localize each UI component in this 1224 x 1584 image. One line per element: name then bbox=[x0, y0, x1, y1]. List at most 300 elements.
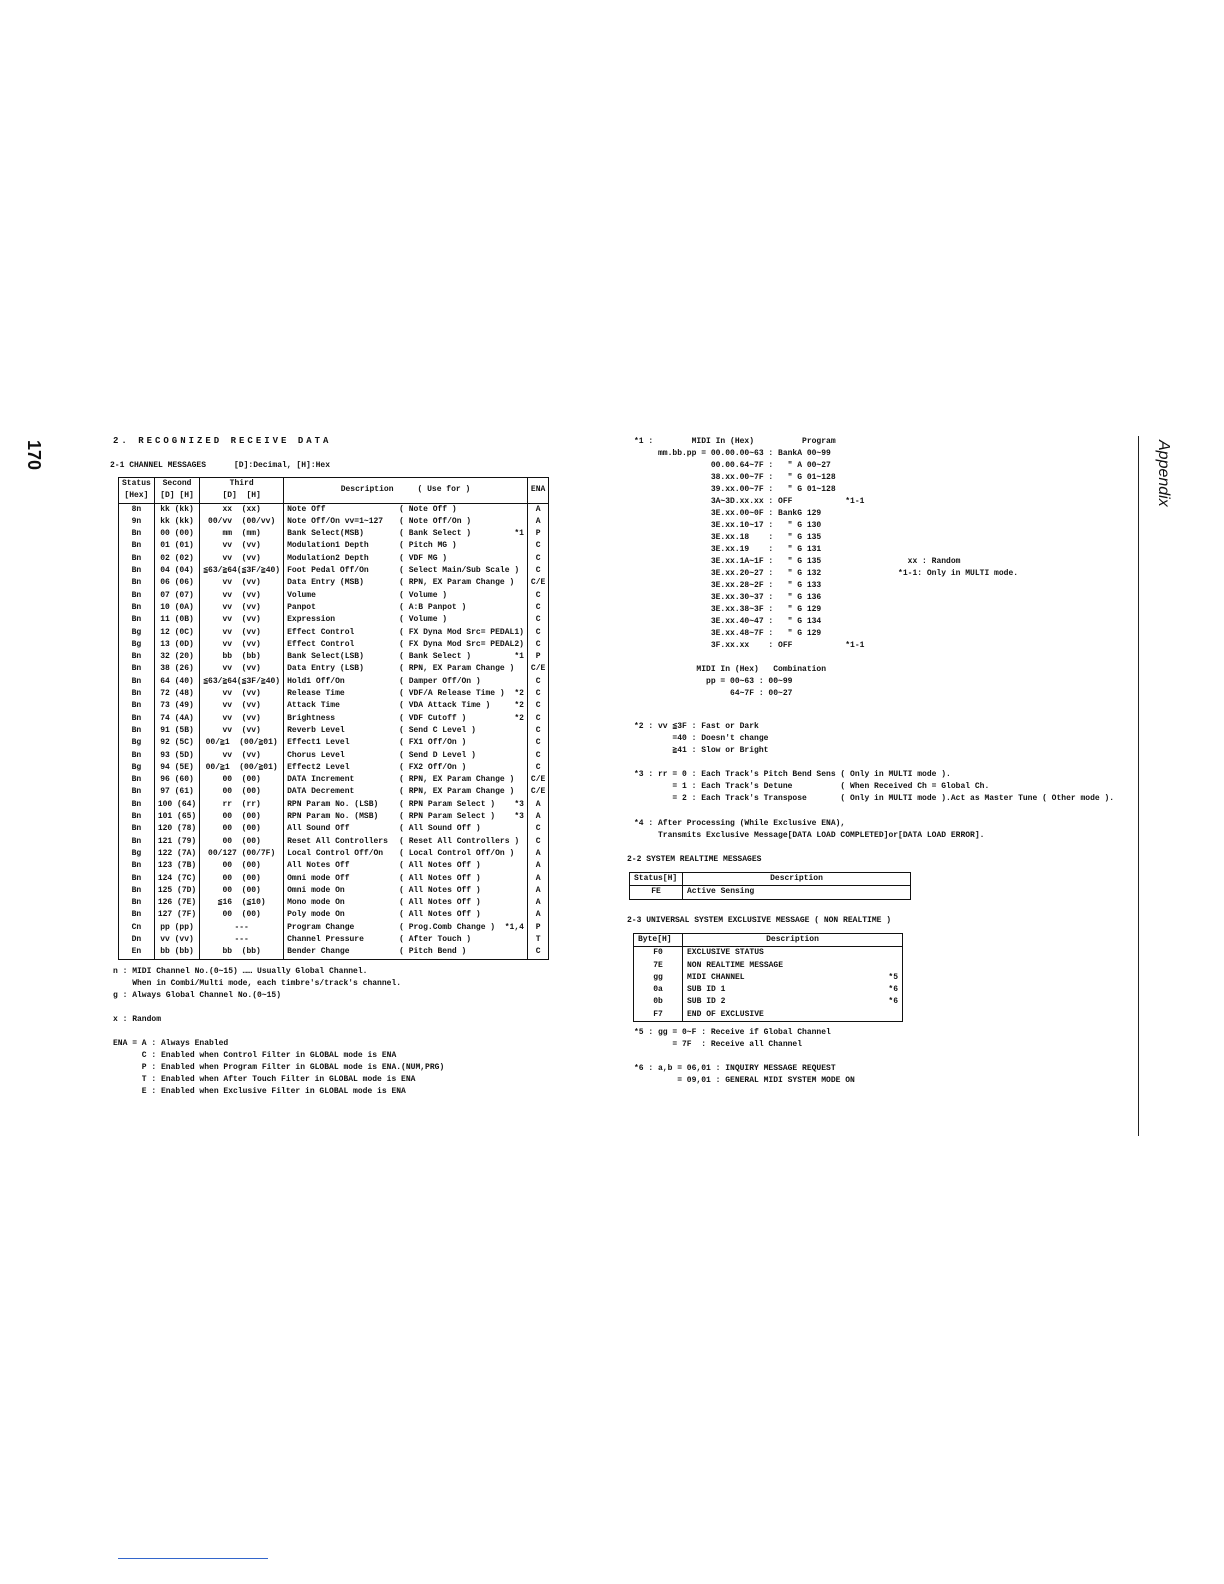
table-row bbox=[119, 762, 549, 774]
note-1-line: 3A~3D.xx.xx : OFF *1-1 bbox=[634, 497, 865, 506]
table-row bbox=[119, 614, 549, 626]
table-row bbox=[119, 885, 549, 897]
note-1-line: 3E.xx.19 : ″ G 131 bbox=[634, 545, 822, 554]
cell-ena: P bbox=[527, 922, 548, 934]
cell-third: 00 (00) bbox=[200, 823, 284, 835]
note-1-line: 3E.xx.30~37 : ″ G 136 bbox=[634, 593, 822, 602]
cell-description bbox=[284, 577, 528, 589]
cell-third: vv (vv) bbox=[200, 713, 284, 725]
cell-ena: A bbox=[527, 860, 548, 872]
cell-third: vv (vv) bbox=[200, 750, 284, 762]
ue-cell-note: *6 bbox=[874, 984, 903, 996]
cell-second: 00 (00) bbox=[154, 528, 199, 540]
cell-message: Hold1 Off/On bbox=[287, 676, 345, 686]
cell-third: --- bbox=[200, 922, 284, 934]
table-row bbox=[119, 651, 549, 663]
cell-description bbox=[284, 885, 528, 897]
cell-use-for: ( FX1 Off/On ) bbox=[399, 738, 467, 748]
cell-note-ref: *3 bbox=[514, 799, 524, 809]
cell-second: 123 (7B) bbox=[154, 860, 199, 872]
cell-status: Bn bbox=[119, 651, 155, 663]
cell-description bbox=[284, 786, 528, 798]
cell-use-for: ( All Notes Off ) bbox=[399, 910, 481, 920]
cell-ena: A bbox=[527, 885, 548, 897]
note-1-line: 3F.xx.xx : OFF *1-1 bbox=[634, 641, 865, 650]
ue-cell-description: SUB ID 2 bbox=[683, 996, 875, 1008]
section-tab: Appendix bbox=[1155, 440, 1172, 507]
table-row bbox=[119, 848, 549, 860]
cell-note-ref: *3 bbox=[514, 812, 524, 822]
cell-description bbox=[284, 688, 528, 700]
cell-message: Release Time bbox=[287, 689, 345, 699]
note-1-line: 3E.xx.48~7F : ″ G 129 bbox=[634, 629, 822, 638]
cell-status: Bn bbox=[119, 614, 155, 626]
cell-ena: C bbox=[527, 762, 548, 774]
cell-description bbox=[284, 503, 528, 516]
cell-use-for: ( Volume ) bbox=[399, 590, 448, 600]
table-row bbox=[119, 627, 549, 639]
ue-cell-note bbox=[874, 947, 903, 960]
cell-description bbox=[284, 540, 528, 552]
cell-description bbox=[284, 946, 528, 959]
channel-messages-table bbox=[118, 477, 549, 960]
cell-ena: C bbox=[527, 725, 548, 737]
cell-use-for: ( RPN, EX Param Change ) bbox=[399, 787, 515, 797]
table-row bbox=[634, 960, 903, 972]
table-row bbox=[119, 922, 549, 934]
ue-header-description: Description bbox=[683, 934, 903, 947]
channel-messages-title: 2-1 CHANNEL MESSAGES bbox=[110, 461, 207, 470]
note-5-line: *5 : gg = 0~F : Receive if Global Channel bbox=[634, 1028, 831, 1037]
cell-second: 11 (0B) bbox=[154, 614, 199, 626]
cell-description bbox=[284, 651, 528, 663]
cell-ena: C/E bbox=[527, 786, 548, 798]
cell-third: 00 (00) bbox=[200, 836, 284, 848]
channel-messages-legend: [D]:Decimal, [H]:Hex bbox=[234, 461, 331, 470]
cell-description bbox=[284, 725, 528, 737]
cell-ena: C/E bbox=[527, 577, 548, 589]
note-6 bbox=[634, 1063, 855, 1087]
header-second: Second [D] [H] bbox=[154, 478, 199, 504]
cell-second: 91 (5B) bbox=[154, 725, 199, 737]
cell-use-for: ( After Touch ) bbox=[399, 934, 472, 944]
table-row bbox=[630, 886, 911, 899]
channel-notes-line: E : Enabled when Exclusive Filter in GLOBAL mode is ENA bbox=[113, 1087, 406, 1096]
cell-status: Bn bbox=[119, 663, 155, 675]
cell-use-for: ( Bank Select ) bbox=[399, 652, 472, 662]
cell-ena: C bbox=[527, 823, 548, 835]
cell-note-ref: *2 bbox=[514, 701, 524, 711]
sr-cell-description: Active Sensing bbox=[683, 886, 911, 899]
cell-use-for: ( RPN, EX Param Change ) bbox=[399, 578, 515, 588]
cell-ena: A bbox=[527, 503, 548, 516]
cell-message: Channel Pressure bbox=[287, 934, 364, 944]
note-2-line: ≧41 : Slow or Bright bbox=[634, 746, 769, 755]
cell-second: 97 (61) bbox=[154, 786, 199, 798]
cell-use-for: ( RPN Param Select ) bbox=[399, 812, 496, 822]
ue-cell-description: SUB ID 1 bbox=[683, 984, 875, 996]
table-row bbox=[634, 996, 903, 1008]
note-4-line: Transmits Exclusive Message[DATA LOAD COMPLETED]or[DATA LOAD ERROR]. bbox=[634, 831, 985, 840]
universal-exclusive-title: 2-3 UNIVERSAL SYSTEM EXCLUSIVE MESSAGE ( NON REALTIME ) bbox=[627, 916, 892, 925]
ue-cell-byte: 7E bbox=[634, 960, 683, 972]
cell-ena: C bbox=[527, 565, 548, 577]
cell-status: Bg bbox=[119, 737, 155, 749]
ue-cell-note: *5 bbox=[874, 972, 903, 984]
table-row bbox=[119, 553, 549, 565]
table-row bbox=[119, 774, 549, 786]
cell-third: 00 (00) bbox=[200, 786, 284, 798]
cell-third: vv (vv) bbox=[200, 553, 284, 565]
cell-status: Bn bbox=[119, 786, 155, 798]
ue-cell-byte: gg bbox=[634, 972, 683, 984]
cell-message: Modulation2 Depth bbox=[287, 553, 369, 563]
cell-second: 73 (49) bbox=[154, 700, 199, 712]
ue-cell-byte: F7 bbox=[634, 1009, 683, 1022]
cell-use-for: ( VDF/A Release Time ) bbox=[399, 689, 505, 699]
note-1-line bbox=[634, 652, 1018, 664]
channel-notes-line: ENA = A : Always Enabled bbox=[113, 1039, 229, 1048]
cell-ena: C bbox=[527, 836, 548, 848]
cell-use-for: ( RPN, EX Param Change ) bbox=[399, 664, 515, 674]
universal-exclusive-table-wrap bbox=[633, 933, 903, 1022]
cell-use-for: ( VDF Cutoff ) bbox=[399, 713, 467, 723]
cell-status: 9n bbox=[119, 516, 155, 528]
cell-message: Panpot bbox=[287, 602, 316, 612]
cell-use-for: ( Local Control Off/On ) bbox=[399, 848, 515, 858]
table-row bbox=[119, 750, 549, 762]
cell-third: 00/≧1 (00/≧01) bbox=[200, 762, 284, 774]
cell-second: 124 (7C) bbox=[154, 873, 199, 885]
cell-second: 10 (0A) bbox=[154, 602, 199, 614]
cell-use-for: ( A:B Panpot ) bbox=[399, 602, 467, 612]
page-number: 170 bbox=[24, 440, 44, 471]
header-status: Status [Hex] bbox=[119, 478, 155, 504]
ue-header-byte: Byte[H] bbox=[634, 934, 683, 947]
cell-description bbox=[284, 663, 528, 675]
cell-status: Bn bbox=[119, 823, 155, 835]
cell-ena: C bbox=[527, 688, 548, 700]
cell-use-for: ( Bank Select ) bbox=[399, 529, 472, 539]
cell-second: 93 (5D) bbox=[154, 750, 199, 762]
table-row bbox=[634, 947, 903, 960]
cell-use-for: ( Prog.Comb Change ) bbox=[399, 922, 496, 932]
cell-status: Bn bbox=[119, 860, 155, 872]
channel-notes-line: x : Random bbox=[113, 1015, 162, 1024]
cell-third: xx (xx) bbox=[200, 503, 284, 516]
cell-description bbox=[284, 934, 528, 946]
table-row bbox=[119, 786, 549, 798]
universal-exclusive-body bbox=[634, 947, 903, 1022]
table-row bbox=[119, 565, 549, 577]
cell-second: 101 (65) bbox=[154, 811, 199, 823]
cell-use-for: ( VDF MG ) bbox=[399, 553, 448, 563]
note-1-line: 00.00.64~7F : ″ A 00~27 bbox=[634, 461, 831, 470]
cell-description bbox=[284, 811, 528, 823]
table-row bbox=[634, 984, 903, 996]
channel-messages-body bbox=[119, 503, 549, 959]
cell-message: Bank Select(MSB) bbox=[287, 529, 364, 539]
cell-status: Dn bbox=[119, 934, 155, 946]
cell-status: Bg bbox=[119, 762, 155, 774]
system-realtime-table bbox=[629, 872, 911, 900]
note-4-line: *4 : After Processing (While Exclusive ENA), bbox=[634, 819, 846, 828]
cell-status: 8n bbox=[119, 503, 155, 516]
note-1-line: 3E.xx.38~3F : ″ G 129 bbox=[634, 605, 822, 614]
cell-description bbox=[284, 639, 528, 651]
cell-ena: C bbox=[527, 602, 548, 614]
cell-ena: C bbox=[527, 946, 548, 959]
channel-messages-table-wrap bbox=[118, 477, 549, 960]
header-third: Third [D] [H] bbox=[200, 478, 284, 504]
cell-status: Bn bbox=[119, 836, 155, 848]
cell-status: Bn bbox=[119, 725, 155, 737]
note-1-line: 3E.xx.40~47 : ″ G 134 bbox=[634, 617, 822, 626]
cell-status: Bn bbox=[119, 565, 155, 577]
cell-message: Omni mode Off bbox=[287, 873, 350, 883]
cell-second: 12 (0C) bbox=[154, 627, 199, 639]
ue-cell-description: MIDI CHANNEL bbox=[683, 972, 875, 984]
cell-status: Bn bbox=[119, 713, 155, 725]
cell-description bbox=[284, 565, 528, 577]
margin-rule bbox=[1138, 436, 1139, 1136]
ue-cell-description: END OF EXCLUSIVE bbox=[683, 1009, 875, 1022]
table-row bbox=[119, 823, 549, 835]
cell-third: 00 (00) bbox=[200, 873, 284, 885]
cell-status: Bn bbox=[119, 700, 155, 712]
cell-description bbox=[284, 713, 528, 725]
cell-use-for: ( Note Off/On ) bbox=[399, 516, 472, 526]
cell-status: Bn bbox=[119, 590, 155, 602]
cell-status: Bn bbox=[119, 909, 155, 921]
cell-message: Note Off bbox=[287, 504, 326, 514]
cell-status: Bn bbox=[119, 873, 155, 885]
cell-message: Omni mode On bbox=[287, 885, 345, 895]
cell-message: Reset All Controllers bbox=[287, 836, 388, 846]
cell-status: Bg bbox=[119, 639, 155, 651]
cell-second: 122 (7A) bbox=[154, 848, 199, 860]
sr-header-status: Status[H] bbox=[630, 873, 683, 886]
cell-message: Program Change bbox=[287, 922, 355, 932]
table-row bbox=[119, 577, 549, 589]
system-realtime-table-wrap bbox=[629, 872, 911, 900]
cell-message: Data Entry (MSB) bbox=[287, 578, 364, 588]
cell-ena: A bbox=[527, 516, 548, 528]
cell-ena: A bbox=[527, 799, 548, 811]
table-row bbox=[119, 811, 549, 823]
sr-header-description: Description bbox=[683, 873, 911, 886]
table-row bbox=[119, 897, 549, 909]
channel-notes-line: n : MIDI Channel No.(0~15) …… Usually Global Channel. bbox=[113, 967, 368, 976]
cell-use-for: ( Select Main/Sub Scale ) bbox=[399, 566, 520, 576]
cell-ena: C bbox=[527, 639, 548, 651]
cell-ena: T bbox=[527, 934, 548, 946]
cell-message: Data Entry (LSB) bbox=[287, 664, 364, 674]
cell-second: 127 (7F) bbox=[154, 909, 199, 921]
cell-note-ref: *2 bbox=[514, 713, 524, 723]
ue-cell-description: EXCLUSIVE STATUS bbox=[683, 947, 875, 960]
channel-notes-line: g : Always Global Channel No.(0~15) bbox=[113, 991, 282, 1000]
cell-message: Chorus Level bbox=[287, 750, 345, 760]
cell-message: Effect Control bbox=[287, 627, 355, 637]
channel-notes-line: C : Enabled when Control Filter in GLOBAL mode is ENA bbox=[113, 1051, 397, 1060]
cell-message: Effect2 Level bbox=[287, 762, 350, 772]
channel-notes-line bbox=[113, 1026, 444, 1038]
cell-second: 120 (78) bbox=[154, 823, 199, 835]
note-6-line: *6 : a,b = 06,01 : INQUIRY MESSAGE REQUEST bbox=[634, 1064, 836, 1073]
note-1-line: 64~7F : 00~27 bbox=[634, 689, 793, 698]
cell-message: Local Control Off/On bbox=[287, 848, 384, 858]
cell-description bbox=[284, 774, 528, 786]
cell-use-for: ( Pitch MG ) bbox=[399, 541, 457, 551]
cell-use-for: ( Pitch Bend ) bbox=[399, 947, 467, 957]
table-row bbox=[119, 639, 549, 651]
table-row bbox=[119, 688, 549, 700]
cell-second: 02 (02) bbox=[154, 553, 199, 565]
cell-description bbox=[284, 602, 528, 614]
cell-ena: C bbox=[527, 614, 548, 626]
cell-status: Bn bbox=[119, 750, 155, 762]
cell-use-for: ( Volume ) bbox=[399, 615, 448, 625]
cell-second: vv (vv) bbox=[154, 934, 199, 946]
cell-ena: C bbox=[527, 676, 548, 688]
cell-description bbox=[284, 873, 528, 885]
cell-third: 00 (00) bbox=[200, 885, 284, 897]
cell-description bbox=[284, 750, 528, 762]
header-ena: ENA bbox=[527, 478, 548, 504]
cell-third: vv (vv) bbox=[200, 540, 284, 552]
ue-cell-note bbox=[874, 960, 903, 972]
cell-third: 00/vv (00/vv) bbox=[200, 516, 284, 528]
cell-description bbox=[284, 799, 528, 811]
note-1-line: 39.xx.00~7F : ″ G 01~128 bbox=[634, 485, 836, 494]
cell-second: 72 (48) bbox=[154, 688, 199, 700]
cell-description bbox=[284, 848, 528, 860]
cell-third: ≦63/≧64(≦3F/≧40) bbox=[200, 676, 284, 688]
footer-rule bbox=[118, 1558, 268, 1559]
cell-description bbox=[284, 922, 528, 934]
cell-ena: A bbox=[527, 909, 548, 921]
note-6-line: = 09,01 : GENERAL MIDI SYSTEM MODE ON bbox=[634, 1076, 855, 1085]
note-1-line: 3E.xx.1A~1F : ″ G 135 xx : Random bbox=[634, 557, 961, 566]
cell-second: 13 (0D) bbox=[154, 639, 199, 651]
cell-ena: A bbox=[527, 848, 548, 860]
cell-message: RPN Param No. (MSB) bbox=[287, 812, 379, 822]
cell-use-for: ( All Notes Off ) bbox=[399, 873, 481, 883]
cell-message: Brightness bbox=[287, 713, 336, 723]
cell-description bbox=[284, 676, 528, 688]
table-row bbox=[119, 860, 549, 872]
cell-description bbox=[284, 553, 528, 565]
cell-description bbox=[284, 700, 528, 712]
note-1-line: 3E.xx.10~17 : ″ G 130 bbox=[634, 521, 822, 530]
cell-second: 07 (07) bbox=[154, 590, 199, 602]
table-row bbox=[119, 528, 549, 540]
cell-status: Bn bbox=[119, 897, 155, 909]
system-realtime-title: 2-2 SYSTEM REALTIME MESSAGES bbox=[627, 855, 762, 864]
cell-message: Bank Select(LSB) bbox=[287, 652, 364, 662]
cell-second: 38 (26) bbox=[154, 663, 199, 675]
cell-message: RPN Param No. (LSB) bbox=[287, 799, 379, 809]
note-1-line: *1 : MIDI In (Hex) Program bbox=[634, 437, 836, 446]
note-1-line: 3E.xx.20~27 : ″ G 132 *1-1: Only in MULTI mode. bbox=[634, 569, 1019, 578]
note-2 bbox=[634, 721, 768, 757]
table-row bbox=[119, 725, 549, 737]
note-2-line: =40 : Doesn't change bbox=[634, 734, 769, 743]
table-row bbox=[119, 663, 549, 675]
note-3-line: *3 : rr = 0 : Each Track's Pitch Bend Sens ( Only in MULTI mode ). bbox=[634, 770, 951, 779]
channel-notes-line bbox=[113, 1002, 444, 1014]
table-row bbox=[119, 516, 549, 528]
cell-status: Bn bbox=[119, 799, 155, 811]
channel-notes-line: T : Enabled when After Touch Filter in GLOBAL mode is ENA bbox=[113, 1075, 416, 1084]
cell-message: Poly mode On bbox=[287, 910, 345, 920]
cell-third: mm (mm) bbox=[200, 528, 284, 540]
cell-use-for: ( FX2 Off/On ) bbox=[399, 762, 467, 772]
cell-third: ≦16 (≦10) bbox=[200, 897, 284, 909]
cell-second: 64 (40) bbox=[154, 676, 199, 688]
cell-second: 04 (04) bbox=[154, 565, 199, 577]
note-3-line: = 1 : Each Track's Detune ( When Received Ch = Global Ch. bbox=[634, 782, 990, 791]
table-row bbox=[119, 590, 549, 602]
cell-message: All Sound Off bbox=[287, 824, 350, 834]
cell-use-for: ( RPN Param Select ) bbox=[399, 799, 496, 809]
cell-second: 01 (01) bbox=[154, 540, 199, 552]
cell-use-for: ( FX Dyna Mod Src= PEDAL2) bbox=[399, 639, 524, 649]
ue-cell-byte: 0a bbox=[634, 984, 683, 996]
universal-exclusive-table bbox=[633, 933, 903, 1022]
cell-third: 00/≧1 (00/≧01) bbox=[200, 737, 284, 749]
cell-message: Modulation1 Depth bbox=[287, 541, 369, 551]
table-row bbox=[634, 1009, 903, 1022]
cell-ena: C bbox=[527, 713, 548, 725]
cell-second: 126 (7E) bbox=[154, 897, 199, 909]
cell-use-for: ( Send C Level ) bbox=[399, 725, 476, 735]
cell-ena: P bbox=[527, 528, 548, 540]
cell-second: 06 (06) bbox=[154, 577, 199, 589]
cell-third: vv (vv) bbox=[200, 614, 284, 626]
cell-use-for: ( Note Off ) bbox=[399, 504, 457, 514]
cell-description bbox=[284, 897, 528, 909]
note-1-line: 38.xx.00~7F : ″ G 01~128 bbox=[634, 473, 836, 482]
cell-third: vv (vv) bbox=[200, 577, 284, 589]
ue-cell-byte: F0 bbox=[634, 947, 683, 960]
note-1-line: mm.bb.pp = 00.00.00~63 : BankA 00~99 bbox=[634, 449, 831, 458]
cell-message: All Notes Off bbox=[287, 861, 350, 871]
cell-description bbox=[284, 737, 528, 749]
cell-second: 121 (79) bbox=[154, 836, 199, 848]
cell-use-for: ( All Notes Off ) bbox=[399, 885, 481, 895]
table-row bbox=[119, 700, 549, 712]
cell-third: vv (vv) bbox=[200, 590, 284, 602]
sr-cell-status: FE bbox=[630, 886, 683, 899]
cell-ena: C bbox=[527, 700, 548, 712]
cell-message: Expression bbox=[287, 615, 336, 625]
cell-status: Bn bbox=[119, 577, 155, 589]
channel-notes-line: When in Combi/Multi mode, each timbre's/track's channel. bbox=[113, 979, 402, 988]
cell-status: Bn bbox=[119, 811, 155, 823]
cell-message: Effect1 Level bbox=[287, 738, 350, 748]
cell-ena: C/E bbox=[527, 774, 548, 786]
cell-second: 92 (5C) bbox=[154, 737, 199, 749]
note-3 bbox=[634, 769, 1114, 805]
cell-description bbox=[284, 909, 528, 921]
cell-third: vv (vv) bbox=[200, 627, 284, 639]
cell-third: 00 (00) bbox=[200, 909, 284, 921]
note-1-line: 3E.xx.28~2F : ″ G 133 bbox=[634, 581, 822, 590]
cell-ena: A bbox=[527, 873, 548, 885]
cell-note-ref: *1 bbox=[514, 529, 524, 539]
